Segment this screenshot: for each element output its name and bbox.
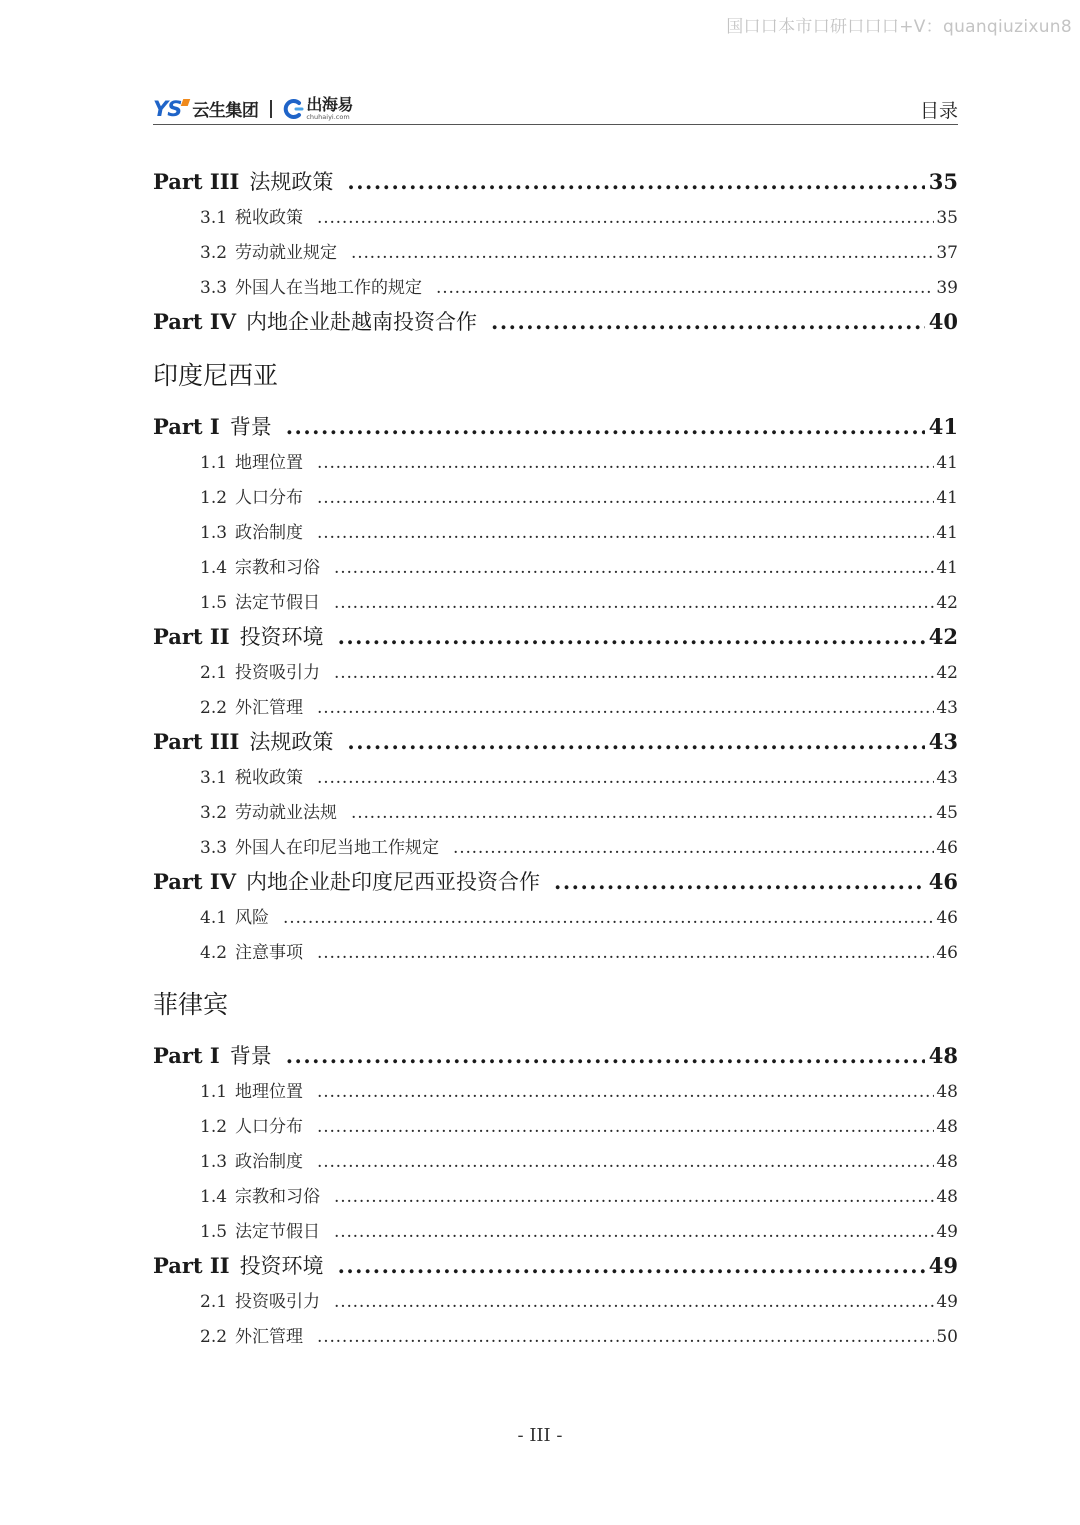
section-title: 宗教和习俗 — [235, 1187, 321, 1207]
page-number: 40 — [928, 309, 958, 334]
page-number: 48 — [936, 1082, 958, 1102]
toc-sub-entry[interactable] — [153, 1077, 958, 1102]
section-number: 1.2 — [200, 1117, 228, 1137]
page-number: 46 — [928, 869, 958, 894]
section-number: 2.1 — [200, 1292, 228, 1312]
part-title: 背景 — [229, 415, 272, 439]
section-number: 1.1 — [200, 453, 228, 473]
dot-leader — [334, 558, 934, 578]
part-label: Part I — [153, 414, 220, 439]
section-title: 税收政策 — [235, 768, 304, 788]
section-title: 劳动就业法规 — [235, 803, 338, 823]
dot-leader — [317, 488, 934, 508]
section-number: 1.4 — [200, 558, 228, 578]
section-title: 风险 — [235, 908, 270, 928]
page-number: 43 — [936, 698, 958, 718]
page-number: 39 — [936, 278, 958, 298]
dot-leader — [317, 1117, 934, 1137]
page-header — [153, 92, 958, 125]
section-number: 2.2 — [200, 1327, 228, 1347]
dot-leader — [317, 1082, 934, 1102]
section-number: 1.4 — [200, 1187, 228, 1207]
section-title: 人口分布 — [235, 488, 304, 508]
section-title: 地理位置 — [235, 453, 304, 473]
company-logo — [153, 96, 353, 121]
dot-leader — [286, 414, 925, 439]
section-number: 1.2 — [200, 488, 228, 508]
toc-sub-entry[interactable] — [153, 273, 958, 298]
page-number: 43 — [936, 768, 958, 788]
part-label: Part IV — [153, 869, 237, 894]
toc-sub-entry[interactable] — [153, 518, 958, 543]
toc-sub-entry[interactable] — [153, 798, 958, 823]
toc-part-entry[interactable] — [153, 621, 958, 651]
toc-part-entry[interactable] — [153, 1040, 958, 1070]
toc-sub-entry[interactable] — [153, 588, 958, 613]
section-title: 投资吸引力 — [235, 663, 321, 683]
dot-leader — [436, 278, 934, 298]
dot-leader — [351, 243, 934, 263]
toc-sub-entry[interactable] — [153, 553, 958, 578]
section-number: 4.2 — [200, 943, 228, 963]
section-title: 法定节假日 — [235, 1222, 321, 1242]
toc-sub-entry[interactable] — [153, 1147, 958, 1172]
toc-sub-entry[interactable] — [153, 1112, 958, 1137]
section-title: 地理位置 — [235, 1082, 304, 1102]
dot-leader — [351, 803, 934, 823]
page-number: 41 — [936, 523, 958, 543]
section-title: 法定节假日 — [235, 593, 321, 613]
toc-part-entry[interactable] — [153, 1250, 958, 1280]
dot-leader — [334, 1222, 934, 1242]
dot-leader — [317, 1327, 934, 1347]
toc-sub-entry[interactable] — [153, 1217, 958, 1242]
dot-leader — [347, 729, 924, 754]
watermark-text: 国口口本市口研口口口+V：quanqiuzixun8 — [726, 17, 1072, 37]
brand-name: 出海易 — [306, 94, 353, 114]
header-title: 目录 — [919, 100, 958, 122]
part-label: Part II — [153, 1253, 230, 1278]
toc-part-entry[interactable] — [153, 866, 958, 896]
country-heading: 菲律宾 — [153, 990, 229, 1019]
section-title: 外国人在印尼当地工作规定 — [235, 838, 440, 858]
page-number: 42 — [928, 624, 958, 649]
logo-accent-icon — [181, 99, 191, 106]
country-heading: 印度尼西亚 — [153, 361, 279, 390]
page-number: 43 — [928, 729, 958, 754]
dot-leader — [317, 943, 934, 963]
page-number: 50 — [936, 1327, 958, 1347]
toc-sub-entry[interactable] — [153, 1182, 958, 1207]
toc-sub-entry[interactable] — [153, 203, 958, 228]
section-title: 税收政策 — [235, 208, 304, 228]
toc-sub-entry[interactable] — [153, 1322, 958, 1347]
page-number: 35 — [928, 169, 958, 194]
dot-leader — [283, 908, 934, 928]
dot-leader — [334, 593, 934, 613]
section-title: 宗教和习俗 — [235, 558, 321, 578]
page-number: 41 — [928, 414, 958, 439]
part-title: 投资环境 — [239, 1254, 324, 1278]
section-number: 1.3 — [200, 1152, 228, 1172]
section-number: 2.1 — [200, 663, 228, 683]
dot-leader — [334, 1292, 934, 1312]
brand-url: chuhaiyi.com — [306, 112, 350, 121]
part-title: 内地企业赴越南投资合作 — [246, 310, 478, 334]
part-label: Part IV — [153, 309, 237, 334]
dot-leader — [317, 208, 934, 228]
section-number: 2.2 — [200, 698, 228, 718]
toc-sub-entry[interactable] — [153, 938, 958, 963]
logo-group-text: 云生集团 — [192, 101, 259, 121]
logo-divider — [270, 100, 272, 118]
dot-leader — [317, 768, 934, 788]
dot-leader — [347, 169, 924, 194]
page-number: 48 — [936, 1117, 958, 1137]
section-title: 政治制度 — [235, 1152, 304, 1172]
toc-sub-entry[interactable] — [153, 238, 958, 263]
footer-page-number: - III - — [517, 1425, 563, 1446]
page-number: 37 — [936, 243, 958, 263]
toc-part-entry[interactable] — [153, 411, 958, 441]
dot-leader — [317, 1152, 934, 1172]
toc-sub-entry[interactable] — [153, 658, 958, 683]
page-number: 41 — [936, 488, 958, 508]
page-number: 48 — [936, 1152, 958, 1172]
page-number: 46 — [936, 838, 958, 858]
dot-leader — [554, 869, 925, 894]
section-title: 外汇管理 — [235, 698, 304, 718]
section-number: 1.3 — [200, 523, 228, 543]
dot-leader — [453, 838, 934, 858]
section-number: 3.2 — [200, 243, 228, 263]
part-title: 投资环境 — [239, 625, 324, 649]
dot-leader — [338, 1253, 925, 1278]
section-title: 人口分布 — [235, 1117, 304, 1137]
page-number: 48 — [936, 1187, 958, 1207]
page-number: 45 — [936, 803, 958, 823]
page-number: 42 — [936, 663, 958, 683]
section-title: 外国人在当地工作的规定 — [235, 278, 423, 298]
logo-ys-text: YS — [153, 96, 182, 121]
page-number: 42 — [936, 593, 958, 613]
section-number: 3.2 — [200, 803, 228, 823]
page-number: 49 — [928, 1253, 958, 1278]
toc-part-entry[interactable] — [153, 306, 958, 336]
page-number: 49 — [936, 1292, 958, 1312]
section-number: 1.1 — [200, 1082, 228, 1102]
dot-leader — [317, 523, 934, 543]
page-number: 41 — [936, 453, 958, 473]
page-number: 35 — [936, 208, 958, 228]
part-title: 法规政策 — [249, 730, 334, 754]
section-title: 投资吸引力 — [235, 1292, 321, 1312]
toc-sub-entry[interactable] — [153, 1287, 958, 1312]
page-number: 48 — [928, 1043, 958, 1068]
toc-sub-entry[interactable] — [153, 763, 958, 788]
part-label: Part III — [153, 169, 240, 194]
part-title: 背景 — [229, 1044, 272, 1068]
section-number: 3.1 — [200, 208, 228, 228]
dot-leader — [491, 309, 925, 334]
toc-sub-entry[interactable] — [153, 833, 958, 858]
section-number: 1.5 — [200, 593, 228, 613]
part-label: Part III — [153, 729, 240, 754]
section-number: 4.1 — [200, 908, 228, 928]
section-number: 3.3 — [200, 278, 228, 298]
toc-part-entry[interactable] — [153, 726, 958, 756]
toc-part-entry[interactable] — [153, 166, 958, 196]
section-title: 政治制度 — [235, 523, 304, 543]
dot-leader — [317, 698, 934, 718]
dot-leader — [317, 453, 934, 473]
dot-leader — [286, 1043, 925, 1068]
section-title: 注意事项 — [235, 943, 304, 963]
page-number: 41 — [936, 558, 958, 578]
dot-leader — [334, 663, 934, 683]
toc-sub-entry[interactable] — [153, 903, 958, 928]
page-number: 46 — [936, 908, 958, 928]
toc-sub-entry[interactable] — [153, 483, 958, 508]
part-title: 法规政策 — [249, 170, 334, 194]
section-title: 劳动就业规定 — [235, 243, 338, 263]
part-label: Part I — [153, 1043, 220, 1068]
part-label: Part II — [153, 624, 230, 649]
brand-c-icon — [282, 98, 304, 120]
section-number: 1.5 — [200, 1222, 228, 1242]
dot-leader — [334, 1187, 934, 1207]
toc-sub-entry[interactable] — [153, 693, 958, 718]
section-number: 3.3 — [200, 838, 228, 858]
part-title: 内地企业赴印度尼西亚投资合作 — [246, 870, 541, 894]
section-title: 外汇管理 — [235, 1327, 304, 1347]
toc-sub-entry[interactable] — [153, 448, 958, 473]
section-number: 3.1 — [200, 768, 228, 788]
page-number: 46 — [936, 943, 958, 963]
dot-leader — [338, 624, 925, 649]
page-number: 49 — [936, 1222, 958, 1242]
